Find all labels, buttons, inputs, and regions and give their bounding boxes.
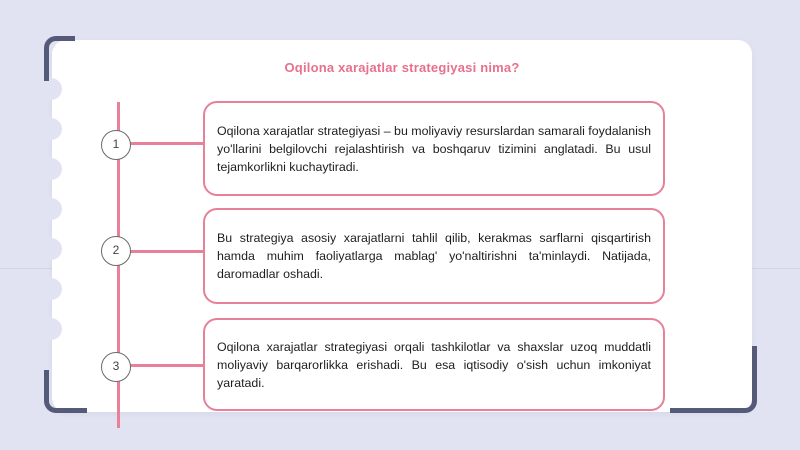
binder-hole	[40, 158, 62, 180]
step-text: Bu strategiya asosiy xarajatlarni tahlil qilib, kerakmas sarflarni qisqartirish hamda muhim faoliyatlarga mablag' yo'naltirishni ta'minlaydi. Natijada, daromadlar oshadi.	[217, 231, 651, 281]
binder-hole	[40, 238, 62, 260]
binder-hole	[40, 278, 62, 300]
step-card	[203, 101, 665, 196]
step-number-circle: 1	[101, 130, 131, 160]
step-text: Oqilona xarajatlar strategiyasi – bu moliyaviy resurslardan samarali foydalanish yo'llarini belgilovchi rejalashtirish va boshqaruv tizimini anglatadi. Bu usul tejamkorlikni kuchaytiradi.	[217, 123, 651, 174]
connector-line	[130, 364, 204, 367]
step-number-circle: 3	[101, 352, 131, 382]
connector-line	[130, 250, 204, 253]
corner-bracket-bottom-left	[44, 370, 87, 413]
binder-hole	[40, 118, 62, 140]
binder-hole	[40, 78, 62, 100]
corner-bracket-bottom-right	[670, 346, 757, 413]
binder-hole	[40, 198, 62, 220]
page-title: Oqilona xarajatlar strategiyasi nima?	[284, 60, 520, 75]
step-card	[203, 318, 665, 411]
step-card	[203, 208, 665, 304]
step-number-circle: 2	[101, 236, 131, 266]
connector-line	[130, 142, 204, 145]
step-text: Oqilona xarajatlar strategiyasi orqali tashkilotlar va shaxslar uzoq muddatli moliyaviy barqarorlikka erishadi. Bu esa iqtisodiy o'sish uchun imkoniyat yaratadi.	[217, 339, 651, 390]
binder-hole	[40, 318, 62, 340]
